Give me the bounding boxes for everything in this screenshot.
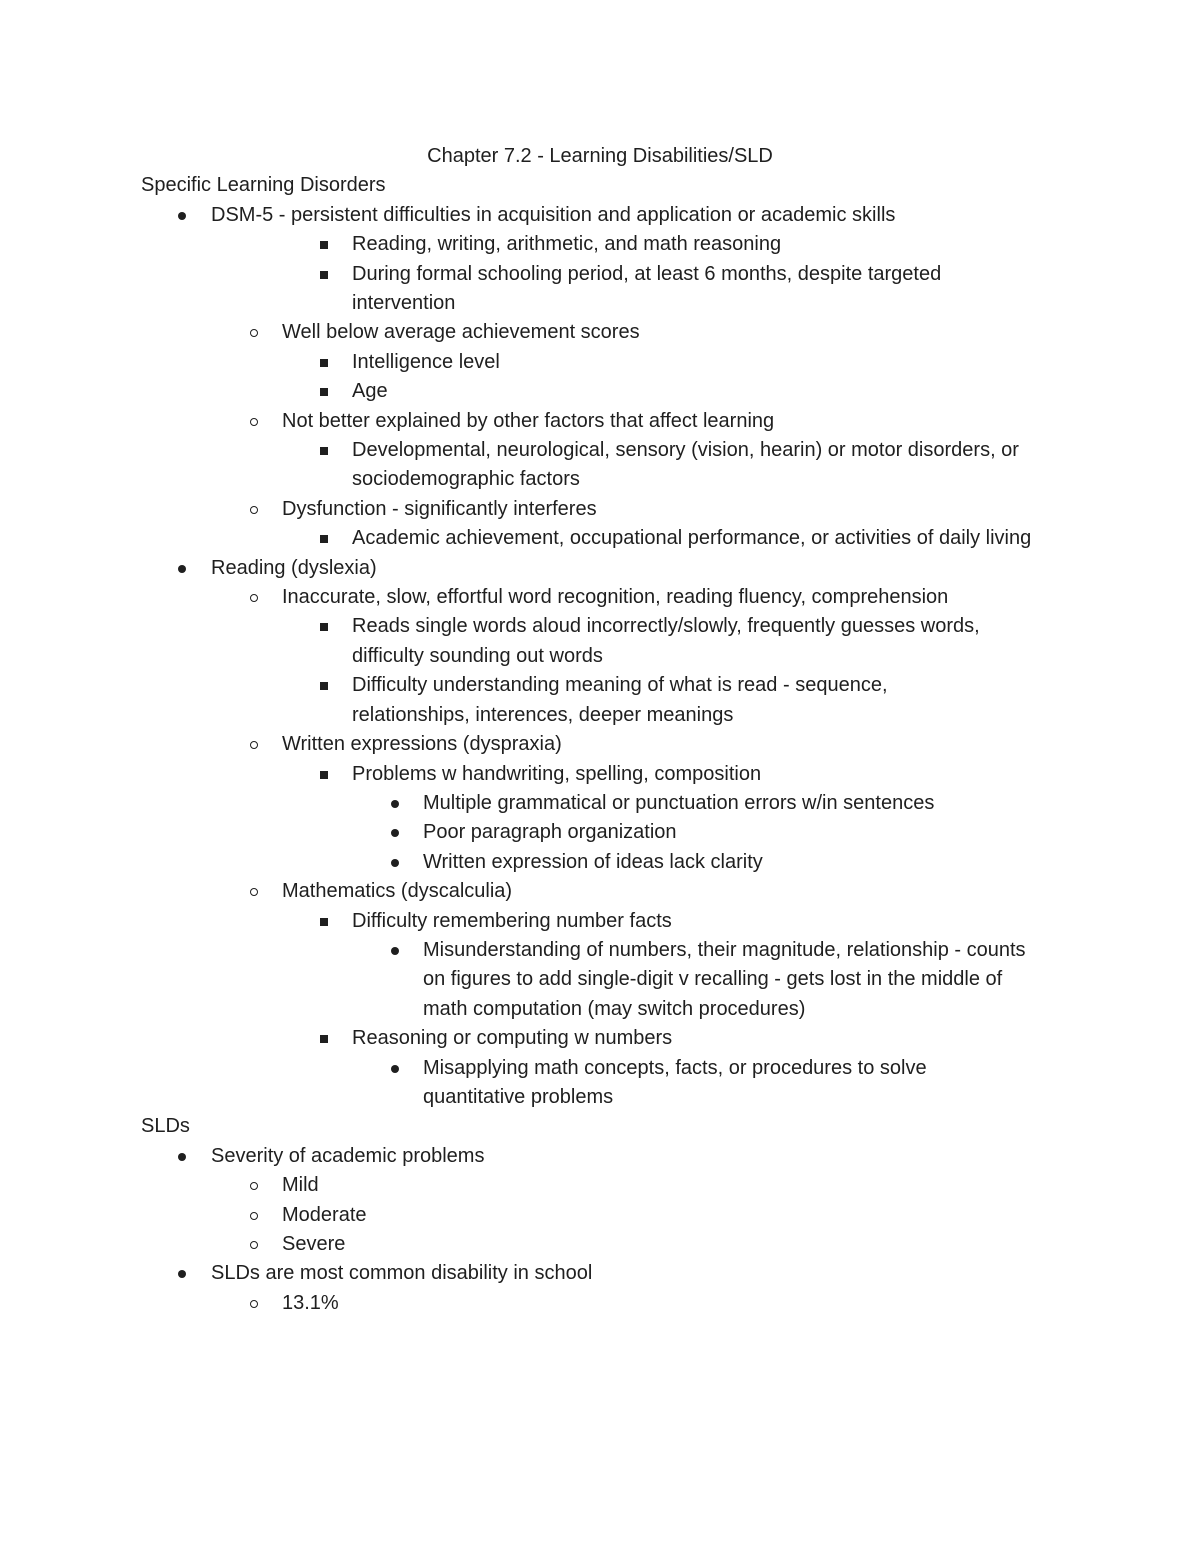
list-item-text: Not better explained by other factors that affect learning [282,409,775,432]
list-item-text: During formal schooling period, at least 6 months, despite targeted intervention [352,262,942,315]
list-item [141,760,1061,789]
list-item-text: Moderate [282,1203,367,1226]
list-item-text: Academic achievement, occupational performance, or activities of daily living [352,527,1032,550]
list-item-text: SLDs are most common disability in school [211,1262,593,1285]
list-item-text: Poor paragraph organization [423,821,677,844]
list-item [141,436,1061,495]
list-item-text: Difficulty understanding meaning of what is read - sequence, relationships, interences, deeper meanings [352,674,888,726]
list-item [141,1142,1061,1171]
list-item [141,671,952,730]
list-item [141,524,1042,553]
disc-bullet-icon [391,789,411,818]
disc-bullet-icon [391,848,411,877]
list-item [141,1230,1061,1259]
circle-bullet-icon [250,407,270,436]
list-item-text: Multiple grammatical or punctuation errors w/in sentences [423,791,935,814]
list-item-text: Written expressions (dyspraxia) [282,733,562,756]
list-item-text: Severity of academic problems [211,1144,485,1167]
list-item [141,1171,1061,1200]
list-item [141,407,1061,436]
square-bullet-icon [320,230,340,259]
list-item-text: Misunderstanding of numbers, their magnitude, relationship - counts on figures to add single-digit v recalling - gets lost in the middle of math computation (may switch procedures) [423,938,1026,1020]
list-item-text: Misapplying math concepts, facts, or procedures to solve quantitative problems [423,1056,927,1108]
list-item [141,936,1043,1024]
square-bullet-icon [320,260,340,289]
square-bullet-icon [320,348,340,377]
list-item-text: Reading (dyslexia) [211,556,377,579]
list-item-text: Reasoning or computing w numbers [352,1027,673,1050]
circle-bullet-icon [250,583,270,612]
disc-bullet-icon [178,554,198,583]
square-bullet-icon [320,436,340,465]
section-heading: Specific Learning Disorders [141,174,386,197]
circle-bullet-icon [250,1230,270,1259]
circle-bullet-icon [250,1201,270,1230]
list-item-text: Reading, writing, arithmetic, and math reasoning [352,233,782,256]
list-item [141,1054,983,1113]
square-bullet-icon [320,377,340,406]
circle-bullet-icon [250,495,270,524]
disc-bullet-icon [391,936,411,965]
list-item-text: Difficulty remembering number facts [352,909,672,932]
section-heading: SLDs [141,1115,190,1138]
list-item-text: Problems w handwriting, spelling, composition [352,762,762,785]
circle-bullet-icon [250,730,270,759]
list-item [141,1289,1061,1318]
list-item [141,554,1061,583]
square-bullet-icon [320,760,340,789]
list-item-text: 13.1% [282,1291,339,1314]
list-item [141,848,1061,877]
list-item-text: Severe [282,1233,346,1256]
page-title: Chapter 7.2 - Learning Disabilities/SLD [427,145,773,167]
circle-bullet-icon [250,318,270,347]
circle-bullet-icon [250,1289,270,1318]
list-item-text: Mild [282,1174,319,1197]
disc-bullet-icon [391,1054,411,1083]
circle-bullet-icon [250,877,270,906]
list-item [141,377,1061,406]
square-bullet-icon [320,1024,340,1053]
disc-bullet-icon [178,1259,198,1288]
list-item [141,730,1061,759]
list-item-text: Reads single words aloud incorrectly/slowly, frequently guesses words, difficulty sounding out words [352,615,980,667]
disc-bullet-icon [178,1142,198,1171]
list-item [141,877,1061,906]
list-item-text: Developmental, neurological, sensory (vision, hearin) or motor disorders, or sociodemographic factors [352,439,1019,491]
list-item-text: Dysfunction - significantly interferes [282,497,597,520]
list-item [141,907,1061,936]
list-item-text: Mathematics (dyscalculia) [282,880,513,903]
list-item [141,230,1061,259]
list-item [141,789,1061,818]
list-item [141,1024,1061,1053]
list-item-text: Age [352,380,388,403]
list-item-text: Inaccurate, slow, effortful word recognition, reading fluency, comprehension [282,586,949,609]
disc-bullet-icon [391,818,411,847]
document-body [141,171,1061,1318]
list-item [141,495,1061,524]
list-item-text: DSM-5 - persistent difficulties in acquisition and application or academic skills [211,203,896,226]
list-item-text: Intelligence level [352,350,500,373]
list-item [141,1201,1061,1230]
list-item [141,318,1061,347]
list-item-text: Written expression of ideas lack clarity [423,850,763,873]
square-bullet-icon [320,907,340,936]
list-item [141,201,1061,230]
list-item-text: Well below average achievement scores [282,321,640,344]
list-item [141,583,1061,612]
disc-bullet-icon [178,201,198,230]
square-bullet-icon [320,671,340,700]
list-item [141,260,1012,319]
list-item [141,612,1052,671]
square-bullet-icon [320,524,340,553]
list-item [141,818,1061,847]
circle-bullet-icon [250,1171,270,1200]
list-item [141,1259,1061,1288]
square-bullet-icon [320,612,340,641]
list-item [141,348,1061,377]
